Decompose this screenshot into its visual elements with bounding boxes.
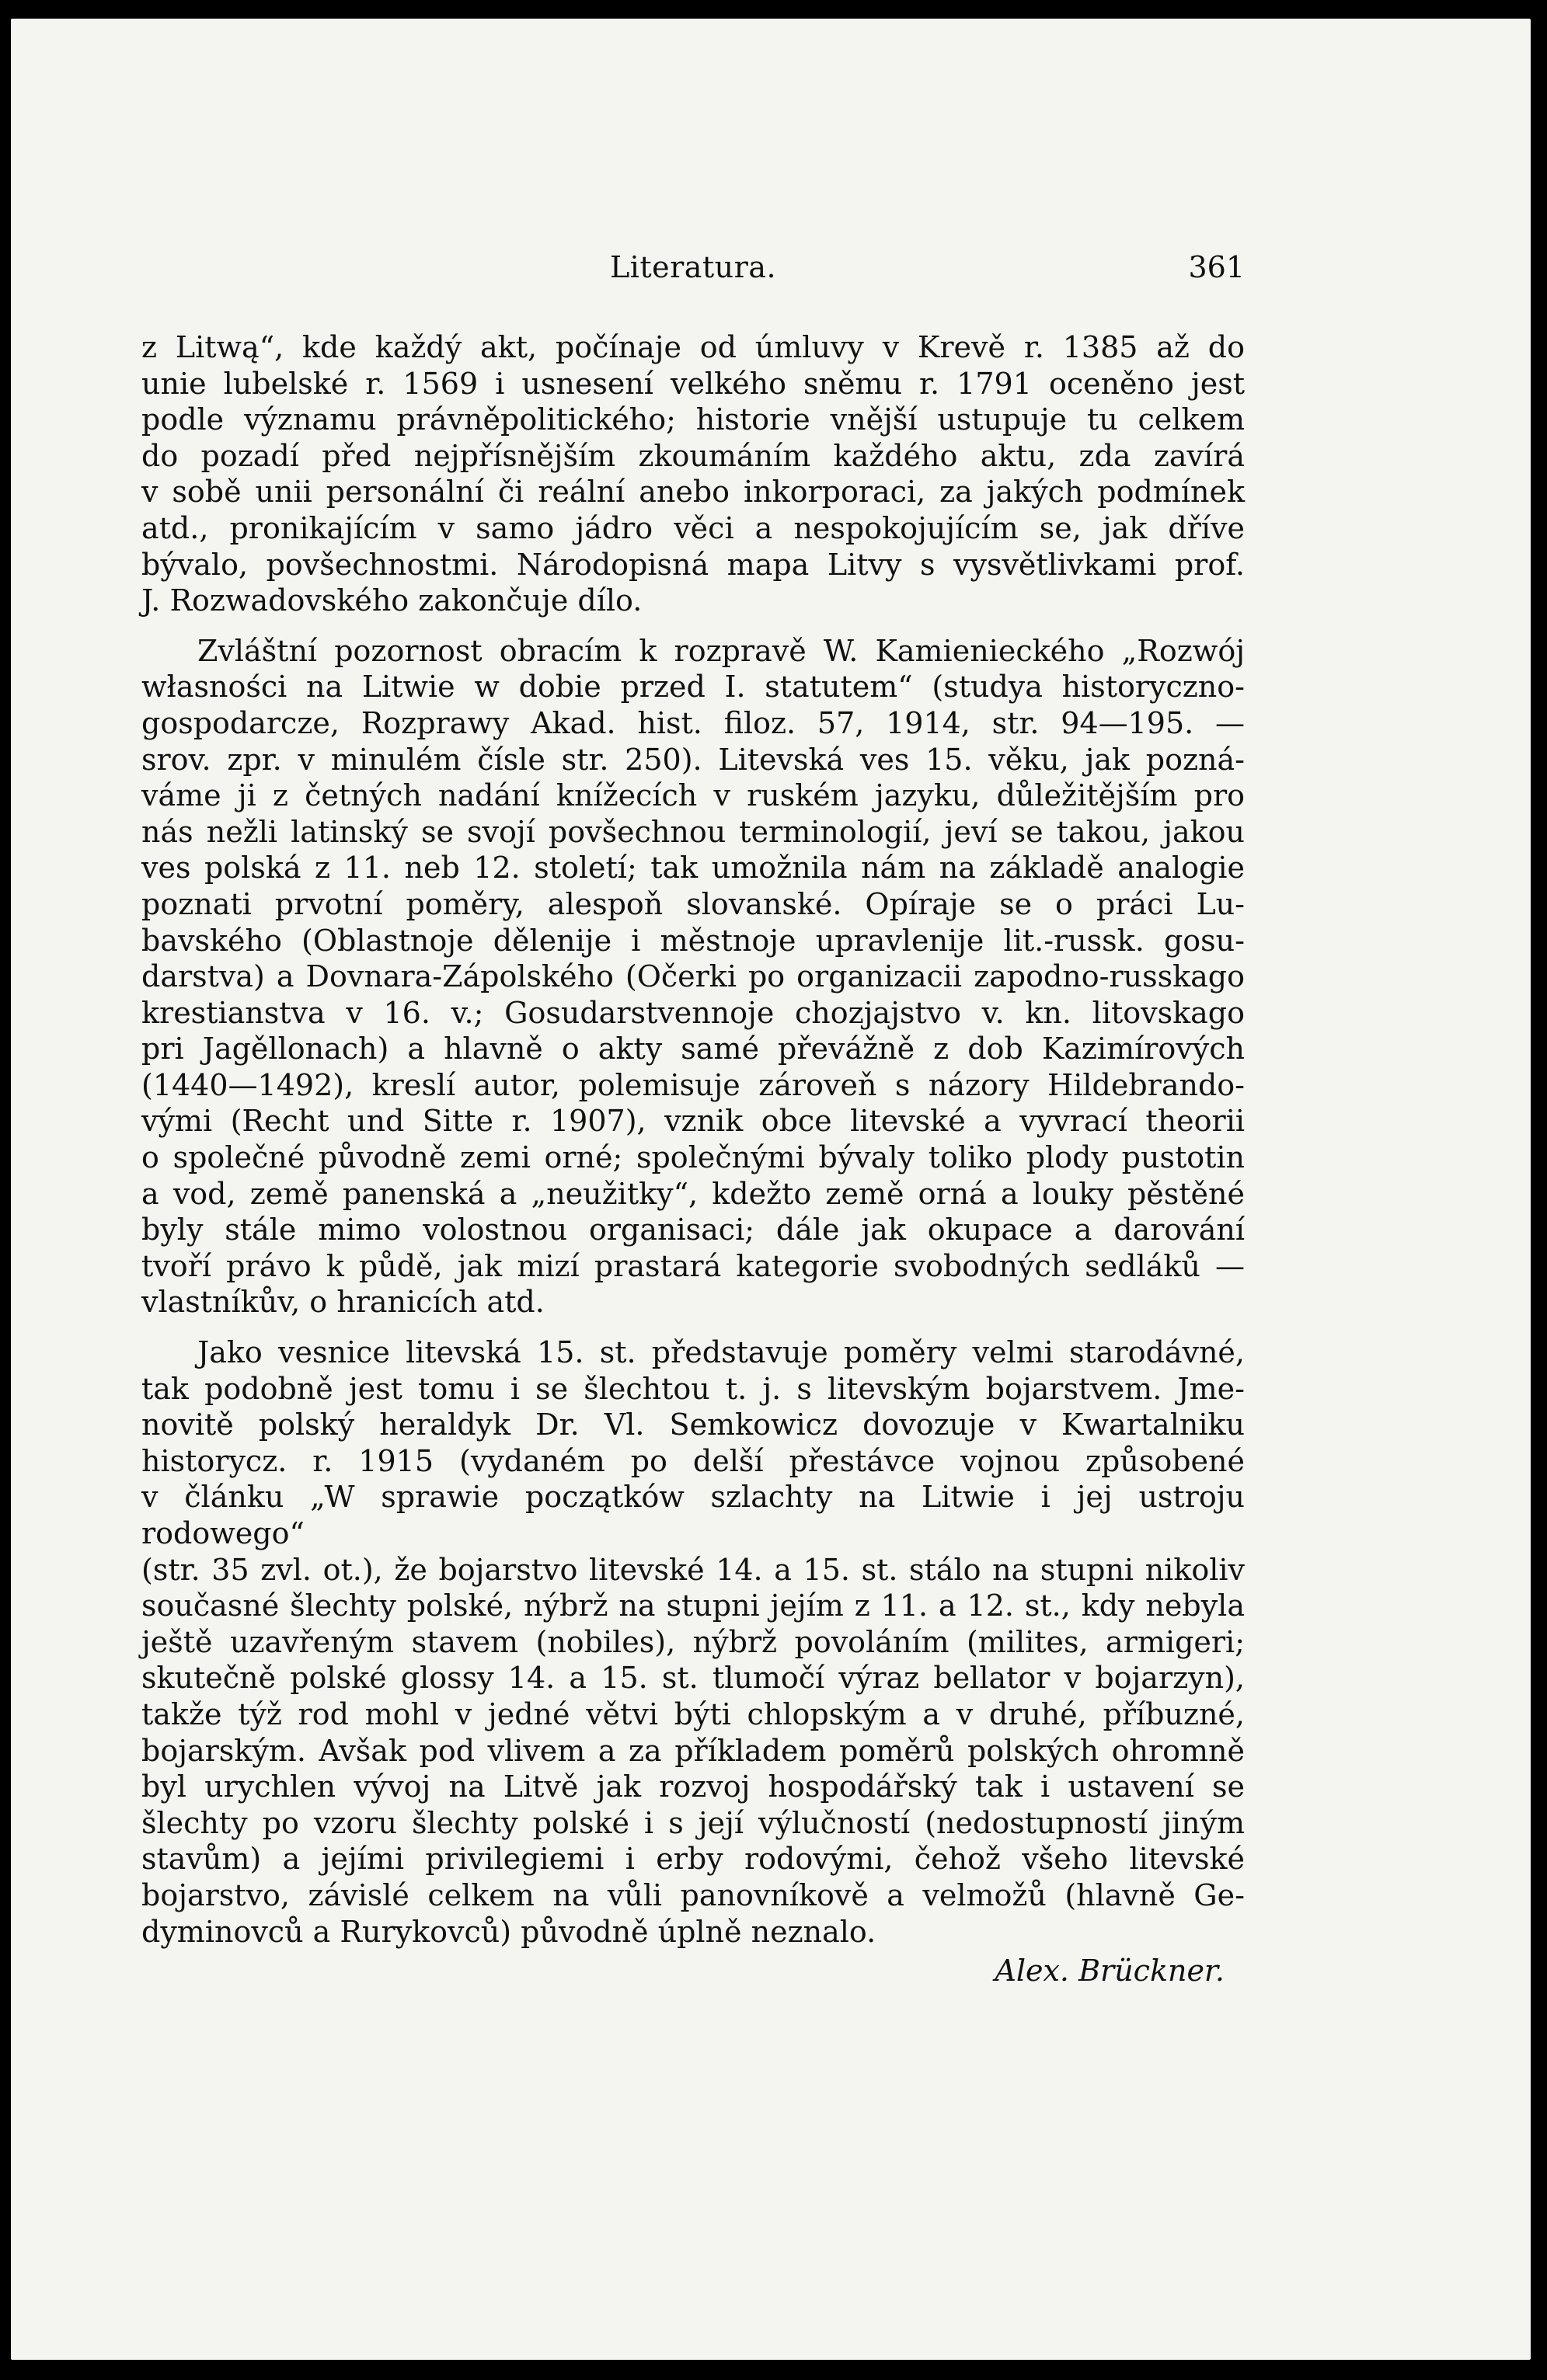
text-line: tak podobně jest tomu i se šlechtou t. j. s litevským bojarstvem. Jme-: [141, 1371, 1245, 1406]
text-line: Zvláštní pozornost obracím k rozpravě W. Kamienieckého „Rozwój: [197, 633, 1245, 668]
paragraph-2: [141, 633, 1245, 1320]
text-line: současné šlechty polské, nýbrž na stupni jejím z 11. a 12. st., kdy nebyla: [141, 1588, 1245, 1623]
text-line: o společné původně zemi orné; společnými bývaly toliko plody pustotin: [141, 1140, 1245, 1175]
text-line: vlastníkův, o hranicích atd.: [141, 1285, 545, 1320]
text-line: atd., pronikajícím v samo jádro věci a nespokojujícím se, jak dříve: [141, 510, 1245, 545]
text-line: v sobě unii personální či reální anebo inkorporaci, za jakých podmínek: [141, 475, 1245, 510]
text-line: pri Jagěllonach) a hlavně o akty samé převážně z dob Kazimírových: [141, 1032, 1245, 1066]
running-title: Literatura.: [609, 250, 777, 284]
text-line: byl urychlen vývoj na Litvě jak rozvoj hospodářský tak i ustavení se: [141, 1769, 1245, 1804]
text-line: bojarským. Avšak pod vlivem a za příkladem poměrů polských ohromně: [141, 1733, 1245, 1768]
document-page: [11, 19, 1531, 2360]
text-line: własności na Litwie w dobie przed I. statutem“ (studya historyczno-: [141, 670, 1245, 705]
page-number: 361: [1188, 250, 1245, 284]
text-line: (1440—1492), kreslí autor, polemisuje zároveň s názory Hildebrando-: [141, 1067, 1245, 1102]
text-line: ves polská z 11. neb 12. století; tak umožnila nám na základě analogie: [141, 851, 1245, 886]
text-line: nás nežli latinský se svojí povšechnou terminologií, jeví se takou, jakou: [141, 814, 1245, 849]
text-line: darstva) a Dovnara-Zápolského (Očerki po organizacii zapodno-russkago: [141, 959, 1245, 994]
text-line: v článku „W sprawie początków szlachty na Litwie i jej ustroju rodowego“: [141, 1480, 1245, 1550]
text-line: novitě polský heraldyk Dr. Vl. Semkowicz dovozuje v Kwartalniku: [141, 1407, 1245, 1442]
text-line: Jako vesnice litevská 15. st. představuje poměry velmi starodávné,: [197, 1335, 1245, 1370]
text-line: stavům) a jejími privilegiemi i erby rodovými, čehož všeho litevské: [141, 1842, 1245, 1877]
text-line: unie lubelské r. 1569 i usnesení velkého sněmu r. 1791 oceněno jest: [141, 366, 1245, 401]
text-line: gospodarcze, Rozprawy Akad. hist. filoz. 57, 1914, str. 94—195. —: [141, 705, 1245, 740]
paragraph-3: [141, 1334, 1245, 1950]
text-line: byly stále mimo volostnou organisaci; dále jak okupace a darování: [141, 1213, 1245, 1247]
text-line: bývalo, povšechnostmi. Národopisná mapa Litvy s vysvětlivkami prof.: [141, 547, 1245, 582]
page-header: [141, 244, 1245, 291]
text-line: srov. zpr. v minulém čísle str. 250). Litevská ves 15. věku, jak pozná-: [141, 742, 1245, 777]
text-line: (str. 35 zvl. ot.), že bojarstvo litevské 14. a 15. st. stálo na stupni nikoliv: [141, 1552, 1245, 1587]
text-line: J. Rozwadovského zakončuje dílo.: [141, 583, 643, 618]
author-signature: Alex. Brückner.: [995, 1954, 1225, 1989]
text-line: šlechty po vzoru šlechty polské i s její výlučností (nedostupností jiným: [141, 1805, 1245, 1840]
text-line: bavského (Oblastnoje dělenije i městnoje upravlenije lit.-russk. gosu-: [141, 923, 1245, 958]
text-line: poznati prvotní poměry, alespoň slovanské. Opíraje se o práci Lu-: [141, 886, 1245, 921]
text-line: ještě uzavřeným stavem (nobiles), nýbrž povoláním (milites, armigeri;: [141, 1624, 1245, 1659]
text-line: takže týž rod mohl v jedné větvi býti chlopským a v druhé, příbuzné,: [141, 1696, 1245, 1731]
text-line: historycz. r. 1915 (vydaném po delší přestávce vojnou způsobené: [141, 1443, 1245, 1478]
text-line: bojarstvo, závislé celkem na vůli panovníkově a velmožů (hlavně Ge-: [141, 1877, 1245, 1912]
paragraph-1: [141, 329, 1245, 619]
text-line: z Litwą“, kde každý akt, počínaje od úmluvy v Krevě r. 1385 až do: [141, 330, 1245, 364]
text-line: váme ji z četných nadání knížecích v ruském jazyku, důležitějším pro: [141, 778, 1245, 813]
text-line: tvoří právo k půdě, jak mizí prastará kategorie svobodných sedláků —: [141, 1248, 1245, 1283]
text-line: a vod, země panenská a „neužitky“, kdežto země orná a louky pěstěné: [141, 1176, 1245, 1211]
text-line: podle významu právněpolitického; historie vnější ustupuje tu celkem: [141, 402, 1245, 437]
text-line: krestianstva v 16. v.; Gosudarstvennoje chozjajstvo v. kn. litovskago: [141, 995, 1245, 1030]
text-line: vými (Recht und Sitte r. 1907), vznik obce litevské a vyvrací theorii: [141, 1104, 1245, 1139]
text-line: dyminovců a Rurykovců) původně úplně neznalo.: [141, 1914, 876, 1949]
page-body: [141, 329, 1245, 1989]
text-line: skutečně polské glossy 14. a 15. st. tlumočí výraz bellator v bojarzyn),: [141, 1661, 1245, 1696]
text-line: do pozadí před nejpřísnějším zkoumáním každého aktu, zda zavírá: [141, 438, 1245, 473]
